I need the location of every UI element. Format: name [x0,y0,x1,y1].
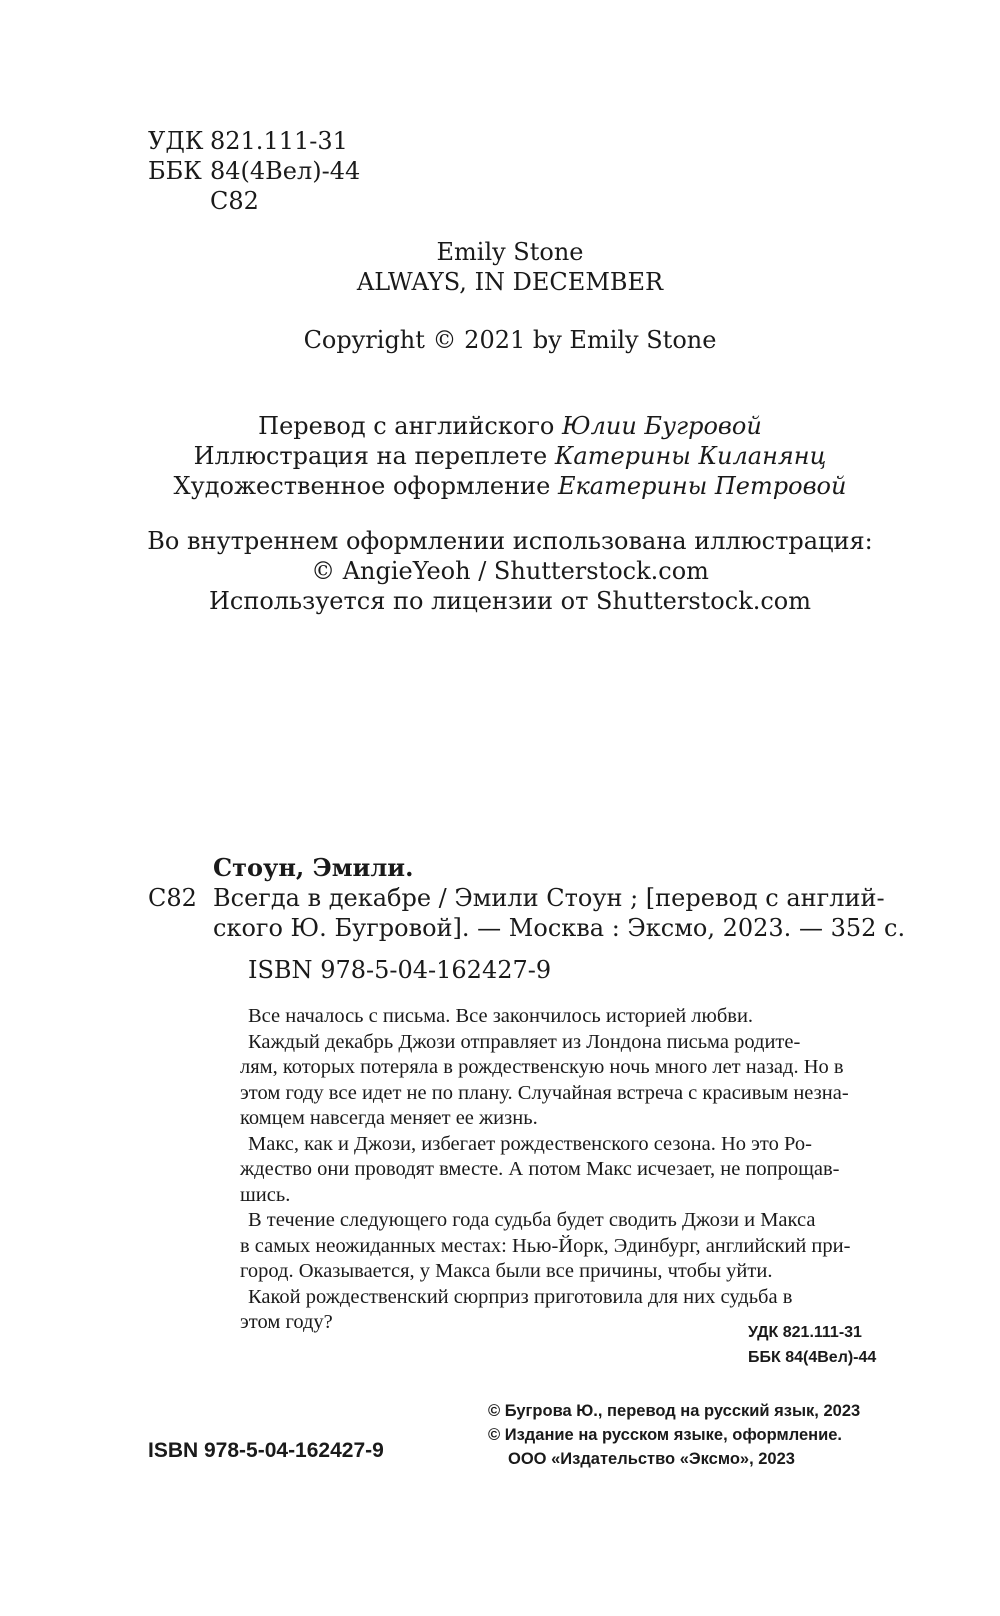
credit-cover [10,441,1000,471]
bbk-value: 84(4Вел)-44 [210,157,361,185]
annotation-line: этом году? [240,1311,333,1333]
illustration-notice [10,526,1000,616]
credit-design-name: Екатерины Петровой [557,472,847,500]
bbk-row [148,156,360,186]
udk-value: 821.111-31 [210,127,348,155]
original-copyright [10,325,1000,355]
illustration-line-1: Во внутреннем оформлении использована иллюстрация: [147,527,873,555]
annotation-line: Макс, как и Джози, избегает рождественского сезона. Но это Ро- [248,1132,812,1155]
copyright-publisher: ООО «Издательство «Эксмо», 2023 [508,1450,795,1468]
original-title: ALWAYS, IN DECEMBER [356,268,664,296]
annotation-line: шись. [240,1183,291,1206]
original-copyright-text: Copyright © 2021 by Emily Stone [303,326,717,354]
author-mark: С82 [210,187,259,215]
catalog-description [213,883,906,943]
catalog-description-line: ского Ю. Бугровой]. — Москва : Эксмо, 2023. — 352 с. [213,914,906,942]
catalog-author-mark: С82 [148,884,197,912]
classification-block-bottom [748,1320,876,1370]
credit-design [10,471,1000,501]
copyright-edition: © Издание на русском языке, оформление. [488,1426,843,1444]
annotation-line: Все началось с письма. Все закончилось историей любви. [248,1005,754,1027]
author-mark-row [148,186,360,216]
annotation-line: В течение следующего года судьба будет сводить Джози и Макса [248,1209,816,1231]
annotation-line: в самых неожиданных местах: Нью-Йорк, Эдинбург, английский при- [240,1234,851,1257]
credit-cover-prefix: Иллюстрация на переплете [193,442,555,470]
isbn-bottom: ISBN 978-5-04-162427-9 [148,1439,384,1462]
bbk-bottom: ББК 84(4Вел)-44 [748,1349,877,1366]
credit-design-prefix: Художественное оформление [173,472,558,500]
copyright-translation: © Бугрова Ю., перевод на русский язык, 2023 [488,1402,861,1420]
udk-bottom: УДК 821.111-31 [748,1324,862,1341]
copyright-block-bottom [488,1399,860,1471]
original-author: Emily Stone [436,238,584,266]
annotation-line: ждество они проводят вместе. А потом Макс исчезает, не попрощав- [240,1158,840,1180]
credit-translation-prefix: Перевод с английского [258,412,562,440]
bbk-label: ББК [148,157,202,185]
annotation-line: комцем навсегда меняет ее жизнь. [240,1107,538,1129]
udk-label: УДК [148,127,204,155]
catalog-description-line: Всегда в декабре / Эмили Стоун ; [перевод с англий- [213,884,885,912]
catalog-isbn: ISBN 978-5-04-162427-9 [248,956,552,984]
annotation-line: лям, которых потеряла в рождественскую ночь много лет назад. Но в [240,1056,844,1078]
classification-block-top [148,126,360,216]
credits-block [10,411,1000,501]
annotation [240,1004,898,1336]
original-title-block [10,237,1000,297]
catalog-author-heading: Стоун, Эмили. [213,853,414,882]
illustration-line-2: © AngieYeoh / Shutterstock.com [311,557,709,585]
annotation-line: Каждый декабрь Джози отправляет из Лондона письма родите- [248,1030,801,1053]
credit-cover-name: Катерины Киланянц [554,442,827,470]
illustration-line-3: Используется по лицензии от Shutterstock.com [208,587,812,615]
credit-translation-name: Юлии Бугровой [561,412,762,440]
annotation-line: этом году все идет не по плану. Случайная встреча с красивым незна- [240,1081,849,1104]
credit-translation [10,411,1000,441]
annotation-line: Какой рождественский сюрприз приготовила для них судьба в [248,1285,793,1308]
annotation-line: город. Оказывается, у Макса были все причины, чтобы уйти. [240,1260,773,1282]
udk-row [148,126,360,156]
